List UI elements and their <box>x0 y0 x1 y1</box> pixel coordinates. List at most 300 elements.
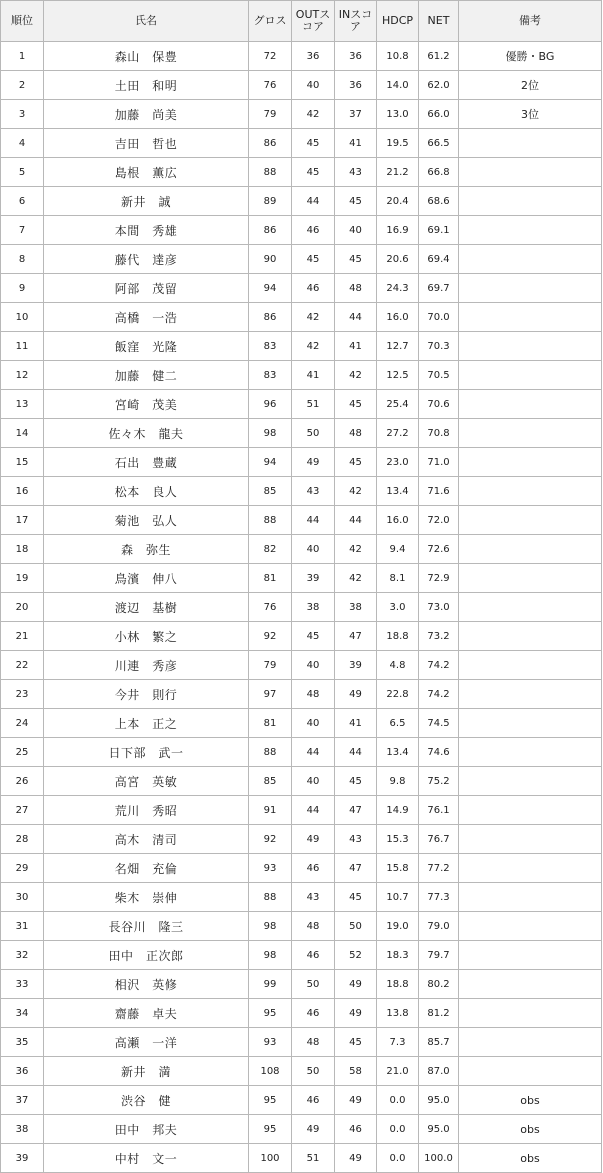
header-in-score: INスコア <box>335 1 377 42</box>
net-cell: 72.0 <box>419 506 459 535</box>
out-score-cell: 40 <box>292 651 335 680</box>
table-row <box>1 680 602 709</box>
table-row <box>1 303 602 332</box>
header-net: NET <box>419 1 459 42</box>
out-score-cell: 44 <box>292 796 335 825</box>
remarks-cell <box>459 651 602 680</box>
name-cell: 高橋 一浩 <box>44 303 249 332</box>
out-score-cell: 48 <box>292 1028 335 1057</box>
hdcp-cell: 9.4 <box>377 535 419 564</box>
rank-cell: 32 <box>1 941 44 970</box>
hdcp-cell: 22.8 <box>377 680 419 709</box>
out-score-cell: 40 <box>292 709 335 738</box>
name-cell: 本間 秀雄 <box>44 216 249 245</box>
remarks-cell <box>459 854 602 883</box>
name-cell: 島根 薫広 <box>44 158 249 187</box>
remarks-cell <box>459 970 602 999</box>
in-score-cell: 42 <box>335 477 377 506</box>
hdcp-cell: 13.4 <box>377 477 419 506</box>
hdcp-cell: 19.0 <box>377 912 419 941</box>
gross-cell: 99 <box>249 970 292 999</box>
remarks-cell: 3位 <box>459 100 602 129</box>
name-cell: 相沢 英修 <box>44 970 249 999</box>
remarks-cell <box>459 738 602 767</box>
net-cell: 70.6 <box>419 390 459 419</box>
net-cell: 77.2 <box>419 854 459 883</box>
net-cell: 80.2 <box>419 970 459 999</box>
hdcp-cell: 4.8 <box>377 651 419 680</box>
table-row <box>1 796 602 825</box>
results-body <box>1 42 602 1173</box>
rank-cell: 12 <box>1 361 44 390</box>
table-row <box>1 941 602 970</box>
gross-cell: 76 <box>249 71 292 100</box>
net-cell: 61.2 <box>419 42 459 71</box>
in-score-cell: 44 <box>335 303 377 332</box>
gross-cell: 98 <box>249 941 292 970</box>
in-score-cell: 43 <box>335 825 377 854</box>
rank-cell: 27 <box>1 796 44 825</box>
net-cell: 62.0 <box>419 71 459 100</box>
name-cell: 中村 文一 <box>44 1144 249 1173</box>
in-score-cell: 45 <box>335 767 377 796</box>
hdcp-cell: 20.6 <box>377 245 419 274</box>
table-row <box>1 651 602 680</box>
name-cell: 小林 繁之 <box>44 622 249 651</box>
name-cell: 高瀬 一洋 <box>44 1028 249 1057</box>
remarks-cell <box>459 593 602 622</box>
remarks-cell: 優勝・BG <box>459 42 602 71</box>
rank-cell: 7 <box>1 216 44 245</box>
in-score-cell: 36 <box>335 71 377 100</box>
table-row <box>1 883 602 912</box>
rank-cell: 25 <box>1 738 44 767</box>
out-score-cell: 51 <box>292 390 335 419</box>
hdcp-cell: 16.0 <box>377 506 419 535</box>
net-cell: 69.7 <box>419 274 459 303</box>
table-row <box>1 506 602 535</box>
net-cell: 81.2 <box>419 999 459 1028</box>
rank-cell: 1 <box>1 42 44 71</box>
gross-cell: 83 <box>249 361 292 390</box>
table-row <box>1 71 602 100</box>
table-row <box>1 332 602 361</box>
table-row <box>1 1086 602 1115</box>
out-score-cell: 40 <box>292 535 335 564</box>
hdcp-cell: 21.0 <box>377 1057 419 1086</box>
remarks-cell <box>459 332 602 361</box>
table-row <box>1 42 602 71</box>
net-cell: 74.2 <box>419 680 459 709</box>
name-cell: 今井 則行 <box>44 680 249 709</box>
table-row <box>1 187 602 216</box>
name-cell: 新井 満 <box>44 1057 249 1086</box>
hdcp-cell: 0.0 <box>377 1086 419 1115</box>
table-row <box>1 970 602 999</box>
hdcp-cell: 24.3 <box>377 274 419 303</box>
hdcp-cell: 18.8 <box>377 622 419 651</box>
header-name: 氏名 <box>44 1 249 42</box>
gross-cell: 94 <box>249 448 292 477</box>
net-cell: 95.0 <box>419 1086 459 1115</box>
hdcp-cell: 13.0 <box>377 100 419 129</box>
name-cell: 菊池 弘人 <box>44 506 249 535</box>
name-cell: 名畑 充倫 <box>44 854 249 883</box>
gross-cell: 88 <box>249 738 292 767</box>
net-cell: 79.7 <box>419 941 459 970</box>
hdcp-cell: 12.5 <box>377 361 419 390</box>
gross-cell: 93 <box>249 854 292 883</box>
hdcp-cell: 0.0 <box>377 1115 419 1144</box>
out-score-cell: 50 <box>292 970 335 999</box>
hdcp-cell: 3.0 <box>377 593 419 622</box>
rank-cell: 10 <box>1 303 44 332</box>
rank-cell: 28 <box>1 825 44 854</box>
gross-cell: 89 <box>249 187 292 216</box>
out-score-cell: 39 <box>292 564 335 593</box>
net-cell: 100.0 <box>419 1144 459 1173</box>
name-cell: 日下部 武一 <box>44 738 249 767</box>
gross-cell: 90 <box>249 245 292 274</box>
net-cell: 72.6 <box>419 535 459 564</box>
remarks-cell <box>459 1028 602 1057</box>
gross-cell: 79 <box>249 651 292 680</box>
rank-cell: 33 <box>1 970 44 999</box>
in-score-cell: 49 <box>335 999 377 1028</box>
remarks-cell <box>459 303 602 332</box>
net-cell: 73.0 <box>419 593 459 622</box>
in-score-cell: 37 <box>335 100 377 129</box>
remarks-cell <box>459 390 602 419</box>
remarks-cell <box>459 216 602 245</box>
rank-cell: 21 <box>1 622 44 651</box>
out-score-cell: 44 <box>292 738 335 767</box>
gross-cell: 76 <box>249 593 292 622</box>
hdcp-cell: 15.8 <box>377 854 419 883</box>
rank-cell: 17 <box>1 506 44 535</box>
rank-cell: 24 <box>1 709 44 738</box>
out-score-cell: 45 <box>292 158 335 187</box>
in-score-cell: 58 <box>335 1057 377 1086</box>
gross-cell: 88 <box>249 506 292 535</box>
out-score-cell: 42 <box>292 332 335 361</box>
name-cell: 宮崎 茂美 <box>44 390 249 419</box>
out-score-cell: 49 <box>292 1115 335 1144</box>
rank-cell: 15 <box>1 448 44 477</box>
hdcp-cell: 0.0 <box>377 1144 419 1173</box>
gross-cell: 96 <box>249 390 292 419</box>
remarks-cell <box>459 564 602 593</box>
in-score-cell: 41 <box>335 129 377 158</box>
out-score-cell: 42 <box>292 100 335 129</box>
out-score-cell: 38 <box>292 593 335 622</box>
net-cell: 66.0 <box>419 100 459 129</box>
gross-cell: 85 <box>249 477 292 506</box>
in-score-cell: 49 <box>335 680 377 709</box>
in-score-cell: 45 <box>335 187 377 216</box>
table-row <box>1 767 602 796</box>
table-row <box>1 448 602 477</box>
header-hdcp: HDCP <box>377 1 419 42</box>
name-cell: 森山 保豊 <box>44 42 249 71</box>
hdcp-cell: 13.4 <box>377 738 419 767</box>
remarks-cell <box>459 1057 602 1086</box>
rank-cell: 8 <box>1 245 44 274</box>
gross-cell: 86 <box>249 303 292 332</box>
net-cell: 87.0 <box>419 1057 459 1086</box>
in-score-cell: 36 <box>335 42 377 71</box>
gross-cell: 95 <box>249 1115 292 1144</box>
remarks-cell <box>459 448 602 477</box>
name-cell: 石出 豊蔵 <box>44 448 249 477</box>
in-score-cell: 45 <box>335 390 377 419</box>
hdcp-cell: 12.7 <box>377 332 419 361</box>
remarks-cell <box>459 535 602 564</box>
rank-cell: 38 <box>1 1115 44 1144</box>
net-cell: 77.3 <box>419 883 459 912</box>
hdcp-cell: 25.4 <box>377 390 419 419</box>
rank-cell: 36 <box>1 1057 44 1086</box>
gross-cell: 95 <box>249 999 292 1028</box>
out-score-cell: 46 <box>292 274 335 303</box>
gross-cell: 94 <box>249 274 292 303</box>
hdcp-cell: 21.2 <box>377 158 419 187</box>
out-score-cell: 36 <box>292 42 335 71</box>
in-score-cell: 50 <box>335 912 377 941</box>
hdcp-cell: 6.5 <box>377 709 419 738</box>
out-score-cell: 46 <box>292 941 335 970</box>
net-cell: 75.2 <box>419 767 459 796</box>
table-row <box>1 419 602 448</box>
in-score-cell: 47 <box>335 796 377 825</box>
hdcp-cell: 10.7 <box>377 883 419 912</box>
table-row <box>1 1144 602 1173</box>
rank-cell: 22 <box>1 651 44 680</box>
out-score-cell: 45 <box>292 622 335 651</box>
rank-cell: 20 <box>1 593 44 622</box>
gross-cell: 86 <box>249 129 292 158</box>
remarks-cell <box>459 158 602 187</box>
hdcp-cell: 9.8 <box>377 767 419 796</box>
remarks-cell <box>459 999 602 1028</box>
table-row <box>1 825 602 854</box>
in-score-cell: 52 <box>335 941 377 970</box>
out-score-cell: 43 <box>292 477 335 506</box>
out-score-cell: 49 <box>292 825 335 854</box>
hdcp-cell: 8.1 <box>377 564 419 593</box>
gross-cell: 81 <box>249 709 292 738</box>
remarks-cell <box>459 767 602 796</box>
out-score-cell: 41 <box>292 361 335 390</box>
gross-cell: 98 <box>249 419 292 448</box>
out-score-cell: 50 <box>292 1057 335 1086</box>
gross-cell: 72 <box>249 42 292 71</box>
name-cell: 加藤 健二 <box>44 361 249 390</box>
name-cell: 加藤 尚美 <box>44 100 249 129</box>
remarks-cell <box>459 419 602 448</box>
in-score-cell: 49 <box>335 1144 377 1173</box>
rank-cell: 16 <box>1 477 44 506</box>
out-score-cell: 46 <box>292 216 335 245</box>
table-row <box>1 477 602 506</box>
table-row <box>1 593 602 622</box>
out-score-cell: 42 <box>292 303 335 332</box>
table-row <box>1 129 602 158</box>
gross-cell: 95 <box>249 1086 292 1115</box>
table-row <box>1 245 602 274</box>
name-cell: 長谷川 隆三 <box>44 912 249 941</box>
hdcp-cell: 18.8 <box>377 970 419 999</box>
remarks-cell <box>459 709 602 738</box>
name-cell: 高木 清司 <box>44 825 249 854</box>
rank-cell: 14 <box>1 419 44 448</box>
remarks-cell <box>459 477 602 506</box>
out-score-cell: 40 <box>292 71 335 100</box>
name-cell: 阿部 茂留 <box>44 274 249 303</box>
header-gross: グロス <box>249 1 292 42</box>
rank-cell: 34 <box>1 999 44 1028</box>
net-cell: 66.8 <box>419 158 459 187</box>
table-row <box>1 100 602 129</box>
out-score-cell: 51 <box>292 1144 335 1173</box>
name-cell: 佐々木 龍夫 <box>44 419 249 448</box>
remarks-cell: obs <box>459 1115 602 1144</box>
gross-cell: 86 <box>249 216 292 245</box>
gross-cell: 88 <box>249 883 292 912</box>
remarks-cell <box>459 506 602 535</box>
remarks-cell <box>459 680 602 709</box>
in-score-cell: 45 <box>335 245 377 274</box>
name-cell: 田中 邦夫 <box>44 1115 249 1144</box>
name-cell: 齋藤 卓夫 <box>44 999 249 1028</box>
net-cell: 71.6 <box>419 477 459 506</box>
name-cell: 藤代 達彦 <box>44 245 249 274</box>
in-score-cell: 45 <box>335 448 377 477</box>
gross-cell: 79 <box>249 100 292 129</box>
in-score-cell: 42 <box>335 564 377 593</box>
in-score-cell: 45 <box>335 883 377 912</box>
out-score-cell: 40 <box>292 767 335 796</box>
remarks-cell <box>459 361 602 390</box>
hdcp-cell: 14.0 <box>377 71 419 100</box>
name-cell: 吉田 哲也 <box>44 129 249 158</box>
rank-cell: 30 <box>1 883 44 912</box>
rank-cell: 4 <box>1 129 44 158</box>
out-score-cell: 46 <box>292 1086 335 1115</box>
rank-cell: 29 <box>1 854 44 883</box>
gross-cell: 98 <box>249 912 292 941</box>
name-cell: 荒川 秀昭 <box>44 796 249 825</box>
hdcp-cell: 10.8 <box>377 42 419 71</box>
in-score-cell: 47 <box>335 622 377 651</box>
header-out-score: OUTスコア <box>292 1 335 42</box>
net-cell: 69.1 <box>419 216 459 245</box>
hdcp-cell: 13.8 <box>377 999 419 1028</box>
net-cell: 74.6 <box>419 738 459 767</box>
table-row <box>1 158 602 187</box>
table-row <box>1 1057 602 1086</box>
net-cell: 70.5 <box>419 361 459 390</box>
in-score-cell: 38 <box>335 593 377 622</box>
remarks-cell <box>459 245 602 274</box>
out-score-cell: 48 <box>292 912 335 941</box>
rank-cell: 26 <box>1 767 44 796</box>
net-cell: 70.8 <box>419 419 459 448</box>
table-row <box>1 535 602 564</box>
remarks-cell <box>459 796 602 825</box>
hdcp-cell: 27.2 <box>377 419 419 448</box>
name-cell: 田中 正次郎 <box>44 941 249 970</box>
net-cell: 70.0 <box>419 303 459 332</box>
hdcp-cell: 15.3 <box>377 825 419 854</box>
remarks-cell <box>459 129 602 158</box>
rank-cell: 9 <box>1 274 44 303</box>
table-row <box>1 1028 602 1057</box>
in-score-cell: 41 <box>335 332 377 361</box>
out-score-cell: 50 <box>292 419 335 448</box>
net-cell: 85.7 <box>419 1028 459 1057</box>
out-score-cell: 45 <box>292 129 335 158</box>
gross-cell: 92 <box>249 825 292 854</box>
name-cell: 森 弥生 <box>44 535 249 564</box>
in-score-cell: 44 <box>335 506 377 535</box>
gross-cell: 91 <box>249 796 292 825</box>
in-score-cell: 42 <box>335 535 377 564</box>
table-row <box>1 738 602 767</box>
net-cell: 74.2 <box>419 651 459 680</box>
hdcp-cell: 16.9 <box>377 216 419 245</box>
in-score-cell: 45 <box>335 1028 377 1057</box>
remarks-cell <box>459 941 602 970</box>
name-cell: 渡辺 基樹 <box>44 593 249 622</box>
remarks-cell: obs <box>459 1144 602 1173</box>
rank-cell: 3 <box>1 100 44 129</box>
table-row <box>1 390 602 419</box>
in-score-cell: 40 <box>335 216 377 245</box>
net-cell: 74.5 <box>419 709 459 738</box>
rank-cell: 11 <box>1 332 44 361</box>
header-row <box>1 1 602 42</box>
in-score-cell: 44 <box>335 738 377 767</box>
rank-cell: 13 <box>1 390 44 419</box>
table-row <box>1 854 602 883</box>
table-row <box>1 709 602 738</box>
remarks-cell: obs <box>459 1086 602 1115</box>
net-cell: 69.4 <box>419 245 459 274</box>
remarks-cell: 2位 <box>459 71 602 100</box>
out-score-cell: 45 <box>292 245 335 274</box>
rank-cell: 23 <box>1 680 44 709</box>
remarks-cell <box>459 912 602 941</box>
rank-cell: 35 <box>1 1028 44 1057</box>
in-score-cell: 49 <box>335 970 377 999</box>
table-row <box>1 564 602 593</box>
name-cell: 柴木 崇伸 <box>44 883 249 912</box>
name-cell: 新井 誠 <box>44 187 249 216</box>
gross-cell: 100 <box>249 1144 292 1173</box>
table-row <box>1 999 602 1028</box>
in-score-cell: 43 <box>335 158 377 187</box>
rank-cell: 6 <box>1 187 44 216</box>
net-cell: 76.1 <box>419 796 459 825</box>
remarks-cell <box>459 825 602 854</box>
remarks-cell <box>459 883 602 912</box>
rank-cell: 31 <box>1 912 44 941</box>
gross-cell: 83 <box>249 332 292 361</box>
remarks-cell <box>459 274 602 303</box>
hdcp-cell: 14.9 <box>377 796 419 825</box>
net-cell: 72.9 <box>419 564 459 593</box>
